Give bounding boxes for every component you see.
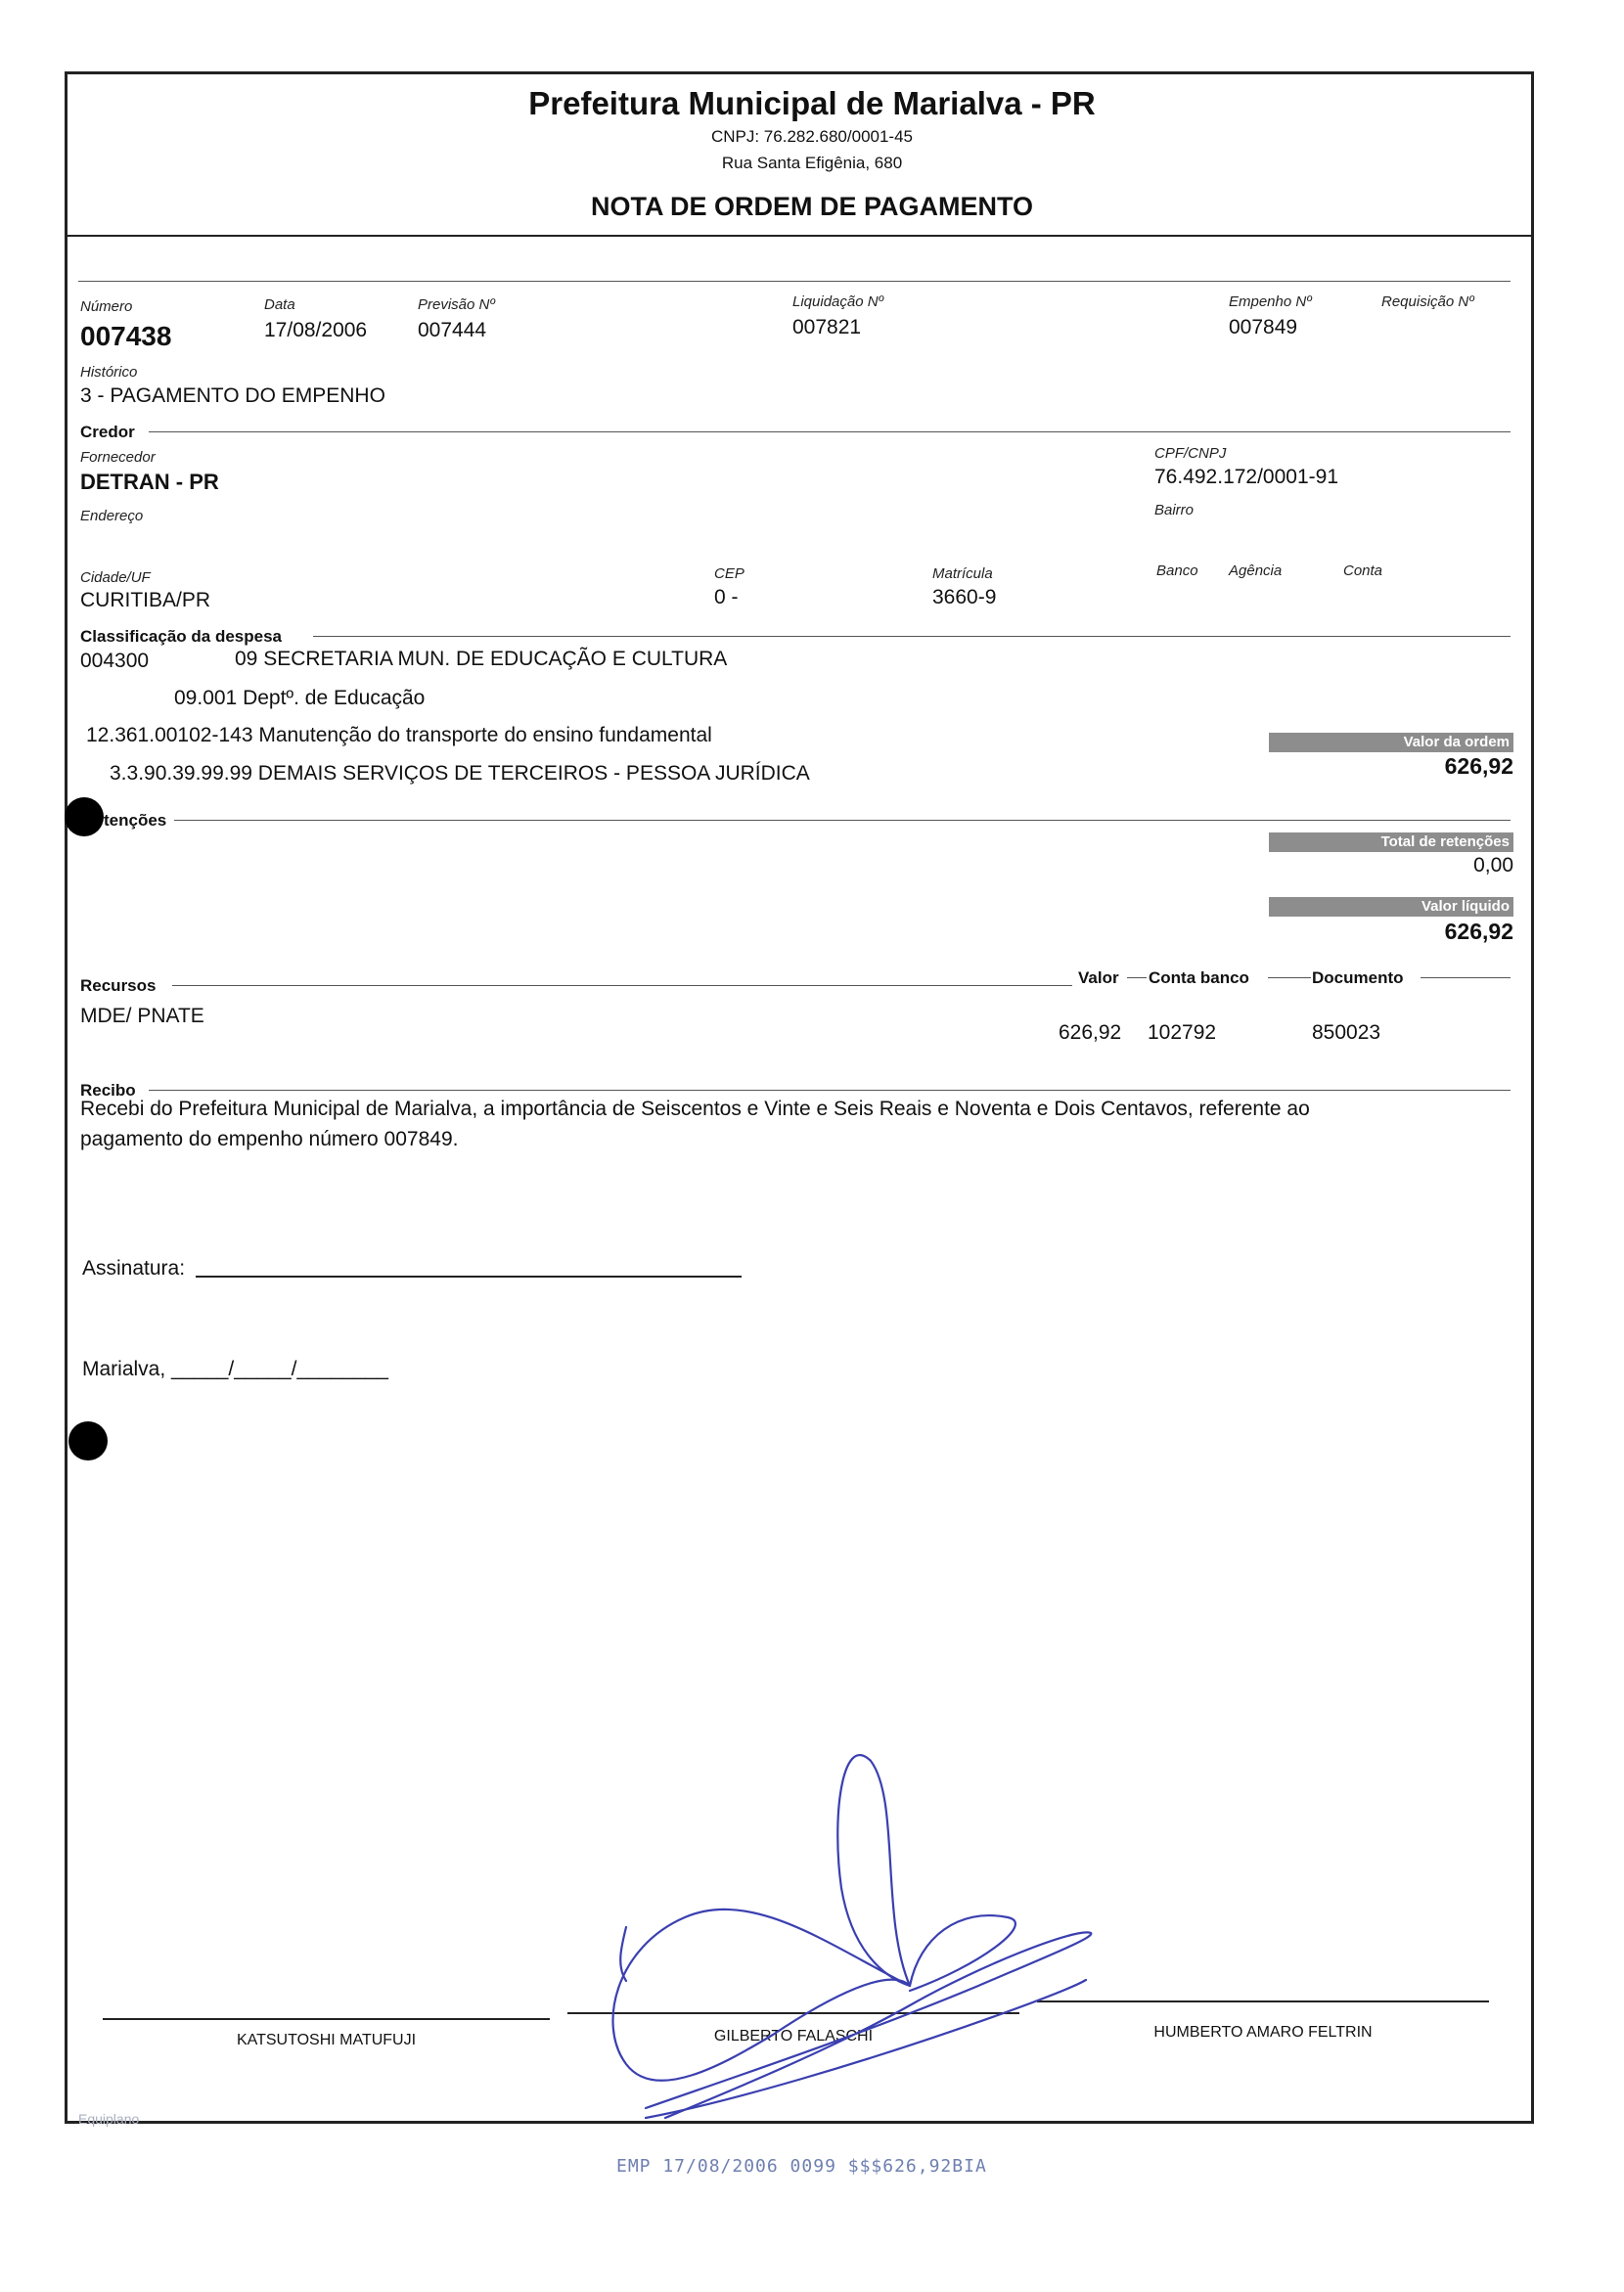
credor-rule <box>149 431 1511 432</box>
classificacao-line-1: 09 SECRETARIA MUN. DE EDUCAÇÃO E CULTURA <box>235 648 728 670</box>
historico-label: Histórico <box>80 364 138 381</box>
bank-stamp: EMP 17/08/2006 0099 $$$626,92BIA <box>616 2156 987 2177</box>
data-label: Data <box>264 296 295 313</box>
agencia-label: Agência <box>1229 562 1283 579</box>
signatory-2: GILBERTO FALASCHI <box>713 2028 874 2045</box>
data-value: 17/08/2006 <box>264 319 368 341</box>
conta-label: Conta <box>1343 562 1383 579</box>
equiplano-brand: Equiplano <box>78 2111 140 2127</box>
matricula-label: Matrícula <box>932 565 993 582</box>
cpf-value: 76.492.172/0001-91 <box>1154 466 1339 488</box>
assinatura-line <box>196 1276 742 1278</box>
recursos-rule-3 <box>1268 977 1311 978</box>
page-title: Prefeitura Municipal de Marialva - PR <box>528 85 1096 121</box>
total-retencoes-label: Total de retenções <box>1269 832 1513 852</box>
valor-ordem-value: 626,92 <box>1444 753 1513 779</box>
retencoes-section-title: tenções <box>104 811 167 830</box>
recursos-conta: 102792 <box>1148 1021 1217 1044</box>
signatory-3: HUMBERTO AMARO FELTRIN <box>1153 2024 1373 2041</box>
recursos-section-title: Recursos <box>80 976 157 995</box>
local-data-line: Marialva, _____/_____/________ <box>82 1358 388 1380</box>
valor-liquido-value: 626,92 <box>1444 919 1513 944</box>
credor-section-title: Credor <box>80 423 135 441</box>
recursos-documento: 850023 <box>1312 1021 1381 1044</box>
requisicao-label: Requisição Nº <box>1381 293 1474 310</box>
fornecedor-value: DETRAN - PR <box>80 470 219 494</box>
classificacao-line-2: 09.001 Deptº. de Educação <box>174 687 426 709</box>
endereco-label: Endereço <box>80 508 144 524</box>
cep-value: 0 - <box>714 586 739 608</box>
recibo-section-title: Recibo <box>80 1081 136 1100</box>
cidade-label: Cidade/UF <box>80 569 151 586</box>
handwritten-signature <box>587 1741 1135 2133</box>
recursos-rule-2 <box>1127 977 1147 978</box>
empenho-label: Empenho Nº <box>1229 293 1312 310</box>
liquidacao-label: Liquidação Nº <box>792 293 884 310</box>
header-rule <box>65 235 1531 237</box>
recursos-rule <box>172 985 1072 986</box>
recursos-conta-label: Conta banco <box>1149 968 1249 987</box>
recibo-text-line-1: Recebi do Prefeitura Municipal de Marialva, a importância de Seiscentos e Vinte e Seis Reais e Noventa e Dois Centavos, referente ao <box>80 1098 1310 1120</box>
total-retencoes-value: 0,00 <box>1473 854 1513 876</box>
numero-label: Número <box>80 298 133 315</box>
recursos-name: MDE/ PNATE <box>80 1005 204 1027</box>
fornecedor-label: Fornecedor <box>80 449 156 466</box>
signature-line-1 <box>103 2018 550 2020</box>
classificacao-code: 004300 <box>80 650 150 672</box>
previsao-label: Previsão Nº <box>418 296 495 313</box>
punch-hole-bottom <box>68 1421 108 1461</box>
cpf-label: CPF/CNPJ <box>1154 445 1227 462</box>
cnpj-line: CNPJ: 76.282.680/0001-45 <box>710 127 914 146</box>
cidade-value: CURITIBA/PR <box>80 589 211 611</box>
previsao-value: 007444 <box>418 319 487 341</box>
ids-rule <box>78 281 1511 282</box>
recursos-documento-label: Documento <box>1312 968 1404 987</box>
signatory-1: KATSUTOSHI MATUFUJI <box>236 2032 417 2048</box>
recursos-rule-4 <box>1421 977 1511 978</box>
recursos-valor: 626,92 <box>1059 1021 1122 1044</box>
retencoes-rule <box>174 820 1511 821</box>
recursos-valor-label: Valor <box>1078 968 1119 987</box>
banco-label: Banco <box>1156 562 1198 579</box>
empenho-value: 007849 <box>1229 316 1298 338</box>
valor-ordem-label: Valor da ordem <box>1269 733 1513 752</box>
valor-liquido-label: Valor líquido <box>1269 897 1513 917</box>
classificacao-rule <box>313 636 1511 637</box>
classificacao-line-3: 12.361.00102-143 Manutenção do transporte do ensino fundamental <box>86 724 712 746</box>
recibo-rule <box>149 1090 1511 1091</box>
matricula-value: 3660-9 <box>932 586 997 608</box>
cep-label: CEP <box>714 565 744 582</box>
numero-value: 007438 <box>80 321 172 351</box>
document-title: NOTA DE ORDEM DE PAGAMENTO <box>590 192 1033 221</box>
bairro-label: Bairro <box>1154 502 1195 518</box>
assinatura-label: Assinatura: <box>82 1257 186 1280</box>
punch-hole-top <box>65 797 104 836</box>
classificacao-line-4: 3.3.90.39.99.99 DEMAIS SERVIÇOS DE TERCEIROS - PESSOA JURÍDICA <box>110 762 810 785</box>
liquidacao-value: 007821 <box>792 316 862 338</box>
address-line: Rua Santa Efigênia, 680 <box>721 154 903 172</box>
historico-value: 3 - PAGAMENTO DO EMPENHO <box>80 384 385 407</box>
recibo-text-line-2: pagamento do empenho número 007849. <box>80 1128 459 1150</box>
classificacao-section-title: Classificação da despesa <box>80 627 283 646</box>
